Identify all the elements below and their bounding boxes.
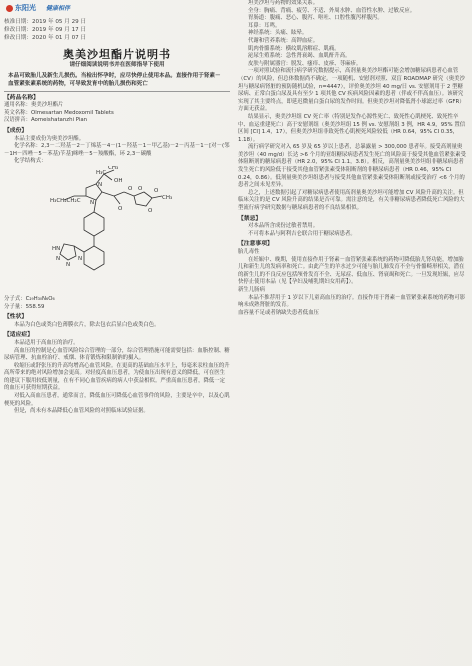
indications-line: 但是，尚未有本品降低心血管风险的对照临床试验证据。 — [14, 408, 149, 415]
section-ingredients: 【成份】 — [4, 127, 28, 134]
adverse-line: 神经系统：头痛、眩晕。 — [248, 30, 308, 37]
english-name: 英文名称：Olmesartan Medoxomil Tablets — [4, 109, 114, 116]
fetal-toxicity-text: 在妊娠中、晚期，使用直接作用于肾素－血管紧张素系统的药物可降低胎儿肾功能，增加胎儿和新生儿的发病率和死亡。由此产生的羊水过少可能与胎儿肺发育不全与骨骼畸形相关，潜在的新生儿的不良反应包括颅骨发育不全、无尿症、低血压、肾衰竭和死亡。一旦发现妊娠，应尽快停止使用本品（见【孕妇及哺乳期妇女用药】）。 — [238, 256, 465, 286]
brand-mark-icon — [6, 5, 13, 12]
svg-text:CH₃: CH₃ — [162, 194, 173, 201]
approval-dates — [4, 18, 230, 42]
indications-line: 本品适用于高血压的治疗。 — [14, 339, 79, 346]
svg-text:O: O — [118, 205, 123, 212]
svg-text:N: N — [78, 255, 83, 262]
document-subtitle: 请仔细阅读说明书并在医师指导下使用 — [69, 62, 165, 68]
indications-line: 收缩压或舒张压的升高均增高心血管风险。在更高的基础血压水平上，每毫米汞柱血压的升高所带来的绝对风险增加会更高。对轻度高血压患者，为使血压出现有意义的降低，可在医生的建议下服用较低剂量，在有不同心血管疾病的病人中获益相似。严重高血压患者，降低一定的血压可获得短期获益。 — [4, 362, 230, 392]
indications-line: 高血压的控制是心血管风险综合管理的一部分，综合管理措施可能需要包括：血脂控制、糖尿病管理、抗血栓治疗、戒烟、体育锻炼和限制钠的摄入。 — [4, 347, 230, 362]
brand-logo — [6, 4, 70, 13]
cv-results-paragraph: 结果显示，奥美沙坦组 CV 死亡率（特别是发作心源性死亡、致死性心肌梗死、致死性卒中、血运重建死亡）高于安慰剂组（奥美沙坦组 15 例 vs. 安慰剂组 3 例，HR 4.9，95% 置信区间 [CI] 1.4，17），但奥美沙坦组非致死性心肌梗死风险较低（HR 0.64，95% CI 0.35，1.18）。 — [238, 113, 466, 143]
indications-line: 对低入高血压患者，通常而言，降低血压可降低心血管事件的风险，主要是卒中，以及心肌梗死的风险。 — [4, 393, 230, 407]
chemical-structure — [4, 166, 230, 294]
hypotension-heading: 血容量不足或者钠缺失患者低血压 — [238, 309, 319, 316]
svg-text:O: O — [128, 185, 133, 192]
molecular-info — [4, 296, 230, 311]
section-indications: 【适应症】 — [4, 332, 33, 339]
section-precautions: 【注意事项】 — [238, 241, 273, 248]
svg-text:N: N — [98, 181, 103, 188]
section-properties: 【性状】 — [4, 314, 28, 321]
properties-text: 本品为白色或类白色薄膜衣片，除去包衣后显白色或类白色。 — [14, 321, 160, 328]
section-drug-name: 【药品名称】 — [4, 94, 39, 101]
svg-text:OH: OH — [114, 177, 123, 184]
date-approved: 核准日期：2019 年 05 月 29 日 — [4, 19, 87, 25]
molecular-formula: 分子式：C₂₉H₃₀N₆O₆ — [4, 295, 55, 302]
epidemiology-paragraph: 流行病学研究对入 65 岁及 65 岁以上患者，总暴露量 > 300,000 患者年。接受高剂量奥美沙坦（40 mg/d）长达 >6 个月的亚组糖尿病患者发生死亡的风险高于接受其他血管紧张素受体阻断剂的糖尿病患者（HR 2.0，95% CI 1.1，3.8）。相反，高剂量奥美沙坦组非糖尿病患者发生死亡的风险低于接受其他血管紧张素受体阻断剂的非糖尿病患者（HR 0.46，95% CI 0.24，0.86）。低剂量奥美沙坦组患者与接受其他血管紧张素受体阻断剂或接受治疗 <6 个月的患者之间未见差异。 — [238, 144, 466, 189]
brand-slogan: 健康相伴 — [46, 5, 71, 12]
contra-line: 不可将本品与阿利吉仑联合用于糖尿病患者。 — [248, 230, 356, 237]
svg-text:O: O — [154, 187, 159, 194]
adverse-line: 胃肠道：腹痛、恶心、腹泻、呕吐、口腔性腹泻样腹泻。 — [248, 15, 383, 22]
svg-text:N: N — [90, 199, 95, 206]
fetal-toxicity-heading: 胎儿毒性 — [238, 249, 260, 255]
date-revised-2: 修改日期：2020 年 01 月 07 日 — [4, 35, 87, 41]
pinyin-name: 汉语拼音：Aomeishatanzhi Pian — [4, 117, 88, 124]
contra-line: 对本品所含成份过敏者禁用。 — [248, 223, 319, 230]
adverse-line: 肌肉骨骼系统：横纹肌溶解症、肌痛。 — [248, 45, 340, 52]
adverse-line: 皮肤与附属器官：脱发、瘙痒、皮疹、荨麻疹。 — [248, 60, 362, 67]
adverse-line: 泌尿生殖系统：急性肾衰竭、血肌酐升高。 — [248, 53, 351, 60]
chemical-name: 化学名称：2,3－二羟基－2－丁烯基－4－(1－羟基－1－甲乙基)－2－丙基－1－[对－(邻－1H－四唑－5－苯基)苄基]咪唑－5－羧酸酯，环 2,3－碳酸 — [4, 143, 230, 157]
brand-name: 东阳光 — [15, 3, 36, 12]
svg-text:H₃C: H₃C — [96, 169, 107, 176]
cv-risk-paragraph: 一项对照试验和流行病学研究数据提示，高剂量奥美沙坦酯可能会增加糖尿病患者心血管（CV）的风险，但总体数据尚不确定。一项随机、安慰剂对照、双盲 ROADMAP 研究（奥美沙坦与糖尿病肾脏的预防随机试验，n=4447），评价奥美沙坦 40 mg/日 vs. 安慰剂用于 2 型糖尿病、正常白蛋白尿及具有至少 1 项其他 CV 疾病风险因素的患者（伴或不伴高血压）。该研究实现了其主要终点，即延迟微量白蛋白尿的发作时间。但奥美沙坦对降低肾小球滤过率（GFR）方面无获益。 — [238, 68, 465, 113]
svg-text:O: O — [138, 185, 143, 192]
ingredient-main: 本品主要成份为奥美沙坦酯。 — [14, 135, 85, 142]
adverse-line: 代谢和营养系统：高钾血症。 — [248, 37, 319, 44]
adverse-intro: 坦美沙坦与药物的效果关系。 — [248, 0, 319, 6]
svg-text:N: N — [66, 261, 71, 268]
structure-diagram-icon — [34, 166, 194, 294]
svg-text:CH₃: CH₃ — [108, 165, 119, 171]
boxed-warning: 本品可致胎儿及新生儿损伤。当检出怀孕时，应尽快停止使用本品。直接作用于肾素－血管紧张素系统的药物，可导致发育中的胎儿损伤和死亡 — [8, 73, 221, 87]
summary-paragraph: 总之，上述数据引起了对糖尿病患者使用高剂量奥美沙坦可能增加 CV 风险升高的关注。但临床关注的是 CV 风险升高的结果是否可靠。需注意的是，有关非糖尿病患者降低死亡风险的大型流行病学研究数据与糖尿病患者的不良结果相似。 — [238, 189, 465, 212]
document-title: 奥美沙坦酯片说明书 — [63, 48, 171, 61]
adverse-line: 耳鼻：耳鸣。 — [248, 22, 281, 29]
left-column — [4, 0, 230, 416]
generic-name: 通用名称：奥美沙坦酯片 — [4, 102, 64, 109]
molecular-weight: 分子量：558.59 — [4, 303, 45, 310]
svg-text:O: O — [148, 207, 153, 214]
adverse-line: 全身：胸痛、背痛、疲劳、不适、外周水肿、血管性水肿、过敏反应。 — [248, 7, 416, 14]
right-column — [238, 0, 466, 317]
brand-header — [4, 0, 230, 14]
section-contraindications: 【禁忌】 — [238, 215, 262, 222]
svg-text:H₃CH₂CH₂C: H₃CH₂CH₂C — [50, 197, 81, 204]
newborn-heading: 新生儿肠病 — [238, 286, 265, 293]
svg-text:HN: HN — [52, 245, 61, 252]
svg-text:N: N — [56, 255, 61, 262]
newborn-text: 本品不推荐用于 1 岁以下儿童高血压的治疗。直接作用于肾素－血管紧张素系统的药物可影响未成熟肾脏的发育。 — [238, 294, 466, 309]
divider — [4, 91, 230, 92]
date-revised-1: 修改日期：2019 年 09 月 17 日 — [4, 27, 87, 33]
structure-label: 化学结构式： — [14, 158, 47, 165]
